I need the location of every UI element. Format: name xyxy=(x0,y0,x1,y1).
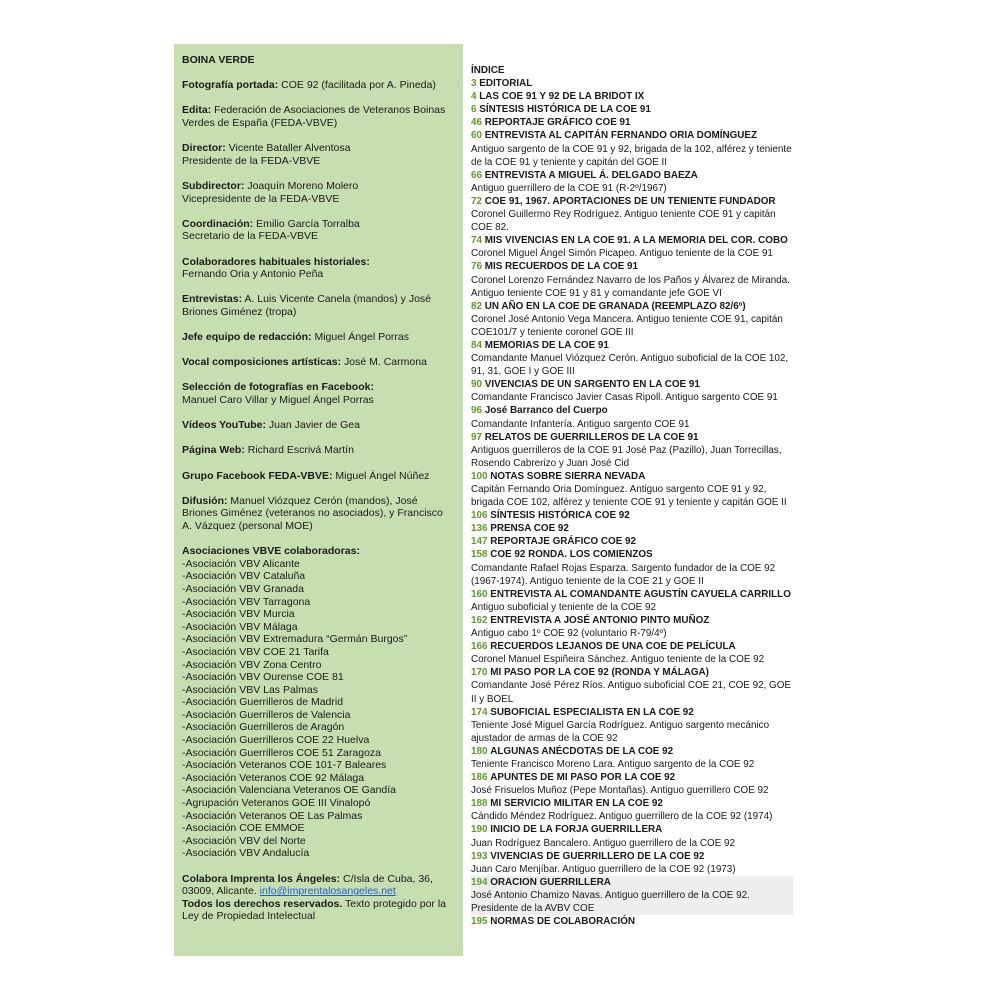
page-number: 82 xyxy=(471,300,482,312)
diffusion-credit: Difusión: Manuel Viózquez Cerón (mandos), José Briones Giménez (veteranos no asociados), y Francisco A. Vázquez (personal MOE) xyxy=(182,494,443,532)
entry-title: MIS RECUERDOS DE LA COE 91 xyxy=(484,261,639,273)
association-item: -Asociación Veteranos OE Las Palmas xyxy=(182,809,363,822)
entry-title: VIVENCIAS DE UN SARGENTO EN LA COE 91 xyxy=(484,379,700,391)
entry-title: NOTAS SOBRE SIERRA NEVADA xyxy=(490,470,646,482)
index-entry xyxy=(471,431,793,470)
association-item: -Asociación VBV Cataluña xyxy=(182,570,306,583)
entry-title: PRENSA COE 92 xyxy=(490,523,569,535)
entry-description: Comandante Infantería. Antiguo sargento COE 91 xyxy=(471,418,690,430)
association-item: -Asociación VBV Zona Centro xyxy=(182,658,322,671)
index-entry xyxy=(471,103,793,116)
index-entry xyxy=(471,535,793,548)
index-entry xyxy=(471,797,793,823)
page-number: 84 xyxy=(471,339,482,351)
entry-title: COE 91, 1967. APORTACIONES DE UN TENIENTE FUNDADOR xyxy=(484,195,776,207)
entry-description: Comandante Francisco Javier Casas Ripoll. Antiguo sargento COE 91 xyxy=(471,392,778,404)
web-credit: Página Web: Richard Escrivá Martín xyxy=(182,444,354,457)
entry-description: Comandante Manuel Viózquez Cerón. Antiguo suboficial de la COE 102, 91, 31, GOE I y GOE III xyxy=(471,353,789,378)
index-entry xyxy=(471,640,793,666)
association-item: -Asociación Guerrilleros de Madrid xyxy=(182,696,344,709)
entry-title: REPORTAJE GRÁFICO COE 92 xyxy=(490,536,637,548)
printer-email-link[interactable]: info@imprentalosangeles.net xyxy=(259,885,396,898)
index-entry xyxy=(471,404,793,430)
entry-title: UN AÑO EN LA COE DE GRANADA (REEMPLAZO 82/6º) xyxy=(484,300,746,312)
page-number: 193 xyxy=(471,850,488,862)
cover-credit: Fotografía portada: COE 92 (facilitada por A. Pineda) xyxy=(182,79,436,92)
association-item: -Asociación Valenciana Veteranos OE Gandía xyxy=(182,784,397,797)
association-item: -Asociación Guerrilleros de Aragón xyxy=(182,721,345,734)
association-item: -Asociación VBV del Norte xyxy=(182,834,306,847)
index-entry xyxy=(471,116,793,129)
index-entry xyxy=(471,666,793,705)
association-item: -Asociación VBV Murcia xyxy=(182,608,295,621)
entry-description: Antiguo sargento de la COE 91 y 92, brigada de la 102, alférez y teniente de la COE 91 y teniente y capitán del GOE II xyxy=(471,143,792,168)
artistic-credit: Vocal composiciones artísticas: José M. Carmona xyxy=(182,356,427,369)
entry-title: MEMORIAS DE LA COE 91 xyxy=(484,339,609,351)
entry-title: ENTREVISTA AL COMANDANTE AGUSTÍN CAYUELA CARRILLO xyxy=(490,588,791,600)
page-number: 3 xyxy=(471,78,477,90)
page-number: 6 xyxy=(471,104,477,116)
index-entry xyxy=(471,378,793,404)
page-number: 147 xyxy=(471,536,488,548)
page-number: 97 xyxy=(471,431,482,443)
page-number: 188 xyxy=(471,798,488,810)
index-entry xyxy=(471,169,793,195)
entry-title: José Barranco del Cuerpo xyxy=(484,405,608,417)
entry-description: Juan Caro Menjíbar. Antiguo guerrillero de la COE 92 (1973) xyxy=(471,863,736,875)
index-entry xyxy=(471,823,793,849)
index-entry xyxy=(471,234,793,260)
association-item: -Asociación VBV Las Palmas xyxy=(182,683,318,696)
entry-description: Antiguo guerrillero de la COE 91 (R-2º/1967) xyxy=(471,182,667,194)
associations-heading: Asociaciones VBVE colaboradoras: xyxy=(182,545,360,558)
association-item: -Asociación Guerrilleros COE 22 Huelva xyxy=(182,734,370,747)
association-item: -Asociación VBV Extremadura “Germán Burgos” xyxy=(182,633,408,646)
entry-description: Coronel Lorenzo Fernández Navarro de los Paños y Álvarez de Miranda. Antiguo teniente COE 91 y 81 y comandante jefe GOE VI xyxy=(471,274,790,299)
entry-description: Teniente Francisco Moreno Lara. Antiguo sargento de la COE 92 xyxy=(471,758,755,770)
association-item: -Asociación VBV Alicante xyxy=(182,557,300,570)
index-entry xyxy=(471,260,793,299)
page-number: 186 xyxy=(471,772,488,784)
page-number: 174 xyxy=(471,706,488,718)
association-item: -Asociación Guerrilleros COE 51 Zaragoza xyxy=(182,746,381,759)
association-item: -Asociación Veteranos COE 101-7 Baleares xyxy=(182,759,387,772)
page-number: 106 xyxy=(471,510,488,522)
index-entry xyxy=(471,745,793,771)
association-item: -Asociación Guerrilleros de Valencia xyxy=(182,708,351,721)
subdirector-credit: Subdirector: Joaquín Moreno Molero Vicepresidente de la FEDA-VBVE xyxy=(182,179,359,205)
association-item: -Agrupación Veteranos GOE III Vinalopó xyxy=(182,797,371,810)
entry-description: Teniente José Miguel García Rodríguez. Antiguo sargento mecánico ajustador de armas de la COE 92 xyxy=(471,719,770,744)
index-entry xyxy=(471,850,793,876)
association-item: -Asociación VBV Ourense COE 81 xyxy=(182,671,344,684)
entry-description: Coronel Miguel Ángel Simón Picapeo. Antiguo teniente de la COE 91 xyxy=(471,248,773,260)
table-of-contents xyxy=(471,64,793,928)
entry-description: Comandante Rafael Rojas Esparza. Sargento fundador de la COE 92 (1967-1974). Antiguo teniente de la COE 21 y GOE II xyxy=(471,562,776,587)
entry-title: COE 92 RONDA. LOS COMIENZOS xyxy=(490,549,653,561)
index-heading: ÍNDICE xyxy=(471,65,505,76)
entry-title: RECUERDOS LEJANOS DE UNA COE DE PELÍCULA xyxy=(490,641,736,653)
index-entry xyxy=(471,90,793,103)
index-entry xyxy=(471,522,793,535)
index-entry xyxy=(471,195,793,234)
page-number: 100 xyxy=(471,470,488,482)
entry-title: EDITORIAL xyxy=(479,78,533,90)
index-entry xyxy=(471,771,793,797)
entry-title: NORMAS DE COLABORACIÓN xyxy=(490,916,636,928)
entry-title: REPORTAJE GRÁFICO COE 91 xyxy=(484,117,631,129)
page-number: 60 xyxy=(471,130,482,142)
entry-title: APUNTES DE MI PASO POR LA COE 92 xyxy=(490,772,676,784)
page-number: 158 xyxy=(471,549,488,561)
associations-list xyxy=(182,558,455,860)
page-number: 170 xyxy=(471,667,488,679)
page-number: 160 xyxy=(471,588,488,600)
page-number: 166 xyxy=(471,641,488,653)
entry-title: MI SERVICIO MILITAR EN LA COE 92 xyxy=(490,798,663,810)
page-number: 162 xyxy=(471,614,488,626)
entry-description: José Antonio Chamizo Navas. Antiguo guerrillero de la COE 92. Presidente de la AVBV COE xyxy=(471,889,750,914)
index-entry xyxy=(471,129,793,168)
entry-title: ENTREVISTA A MIGUEL Á. DELGADO BAEZA xyxy=(484,169,698,181)
page-number: 180 xyxy=(471,745,488,757)
entry-title: MI PASO POR LA COE 92 (RONDA Y MÁLAGA) xyxy=(490,667,709,679)
association-item: -Asociación VBV Málaga xyxy=(182,620,298,633)
entry-description: Juan Rodríguez Bancalero. Antiguo guerrillero de la COE 92 xyxy=(471,837,736,849)
facebook-credit: Grupo Facebook FEDA-VBVE: Miguel Ángel Núñez xyxy=(182,469,430,482)
page-number: 90 xyxy=(471,379,482,391)
entry-title: ENTREVISTA AL CAPITÁN FERNANDO ORIA DOMÍNGUEZ xyxy=(484,130,758,142)
page-number: 76 xyxy=(471,261,482,273)
credits-panel xyxy=(174,44,463,956)
entry-title: ORACION GUERRILLERA xyxy=(490,876,611,888)
entry-title: LAS COE 91 Y 92 DE LA BRIDOT IX xyxy=(479,91,645,103)
entry-title: SÍNTESIS HISTÓRICA COE 92 xyxy=(490,510,630,522)
entry-title: INICIO DE LA FORJA GUERRILLERA xyxy=(490,824,663,836)
index-entry xyxy=(471,614,793,640)
index-entry xyxy=(471,339,793,378)
index-entry xyxy=(471,77,793,90)
page-number: 194 xyxy=(471,876,488,888)
printer-credit: Colabora Imprenta los Ángeles: C/Isla de Cuba, 36, 03009, Alicante. info@imprentalosangeles.net Todos los derechos reservados. Texto protegido por la Ley de Propiedad Intelectual xyxy=(182,872,446,923)
entry-description: Comandante José Pérez Ríos. Antiguo suboficial COE 21, COE 92, GOE II y BOEL xyxy=(471,680,792,705)
page-number: 72 xyxy=(471,195,482,207)
entry-description: José Frisuelos Muñoz (Pepe Montañas). Antiguo guerrillero COE 92 xyxy=(471,785,769,797)
entry-title: MIS VIVENCIAS EN LA COE 91. A LA MEMORIA DEL COR. COBO xyxy=(484,235,788,247)
coordination-credit: Coordinación: Emilio García Torralba Secretario de la FEDA-VBVE xyxy=(182,217,360,243)
entry-description: Cándido Méndez Rodríguez. Antiguo guerrillero de la COE 92 (1974) xyxy=(471,811,773,823)
index-entry xyxy=(471,588,793,614)
entry-description: Antiguo cabo 1º COE 92 (voluntario R-79/4º) xyxy=(471,628,667,640)
magazine-title: BOINA VERDE xyxy=(182,54,255,66)
photos-credit: Selección de fotografías en Facebook: Manuel Caro Villar y Miguel Ángel Porras xyxy=(182,381,374,407)
editor-chief-credit: Jefe equipo de redacción: Miguel Ángel Porras xyxy=(182,331,410,344)
association-item: -Asociación VBV Granada xyxy=(182,582,304,595)
index-entry xyxy=(471,706,793,745)
association-item: -Asociación Veteranos COE 92 Málaga xyxy=(182,771,365,784)
director-credit: Director: Vicente Bataller Alventosa Presidente de la FEDA-VBVE xyxy=(182,142,351,167)
association-item: -Asociación VBV Andalucía xyxy=(182,847,310,860)
association-item: -Asociación VBV Tarragona xyxy=(182,595,311,608)
index-entry xyxy=(471,915,793,928)
index-entry xyxy=(471,548,793,587)
index-entries xyxy=(471,77,793,928)
page-number: 4 xyxy=(471,91,477,103)
entry-title: ENTREVISTA A JOSÉ ANTONIO PINTO MUÑOZ xyxy=(490,614,710,626)
videos-credit: Vídeos YouTube: Juan Javier de Gea xyxy=(182,419,360,432)
page-number: 74 xyxy=(471,235,482,247)
index-entry xyxy=(471,470,793,509)
page-number: 46 xyxy=(471,117,482,129)
page-number: 66 xyxy=(471,169,482,181)
associations-block xyxy=(182,545,455,860)
association-item: -Asociación VBV COE 21 Tarifa xyxy=(182,645,329,658)
collaborators-credit: Colaboradores habituales historiales: Fernando Oria y Antonio Peña xyxy=(182,255,370,281)
entry-description: Coronel Guillermo Rey Rodríguez. Antiguo teniente COE 91 y capitán COE 82. xyxy=(471,209,776,234)
entry-description: Coronel Manuel Espiñeira Sánchez. Antiguo teniente de la COE 92 xyxy=(471,654,765,666)
index-entry xyxy=(471,509,793,522)
index-entry xyxy=(471,876,793,915)
entry-title: VIVENCIAS DE GUERRILLERO DE LA COE 92 xyxy=(490,850,705,862)
association-item: -Asociación COE EMMOE xyxy=(182,822,305,835)
page-number: 195 xyxy=(471,916,488,928)
entry-title: SUBOFICIAL ESPECIALISTA EN LA COE 92 xyxy=(490,706,694,718)
entry-description: Antiguos guerrilleros de la COE 91 José Paz (Pazillo), Juan Torrecillas, Rosendo Cabrerizo y Juan José Cid xyxy=(471,444,782,469)
publisher-credit: Edita: Federación de Asociaciones de Veteranos Boinas Verdes de España (FEDA-VBVE) xyxy=(182,104,446,129)
page-number: 136 xyxy=(471,523,488,535)
entry-title: ALGUNAS ANÉCDOTAS DE LA COE 92 xyxy=(490,745,674,757)
entry-description: Antiguo suboficial y teniente de la COE 92 xyxy=(471,601,656,613)
entry-description: Capitán Fernando Oria Domínguez. Antiguo sargento COE 91 y 92, brigada COE 102, alférez y teniente COE 91 y teniente y capitán GOE II xyxy=(471,484,787,509)
page-number: 96 xyxy=(471,405,482,417)
index-entry xyxy=(471,300,793,339)
entry-title: SÍNTESIS HISTÓRICA DE LA COE 91 xyxy=(479,104,651,116)
page-number: 190 xyxy=(471,824,488,836)
entry-title: RELATOS DE GUERRILLEROS DE LA COE 91 xyxy=(484,431,699,443)
interviews-credit: Entrevistas: A. Luis Vicente Canela (mandos) y José Briones Giménez (tropa) xyxy=(182,293,432,318)
entry-description: Coronel José Antonio Vega Mancera. Antiguo teniente COE 91, capitán COE101/7 y teniente coronel GOE III xyxy=(471,313,783,338)
